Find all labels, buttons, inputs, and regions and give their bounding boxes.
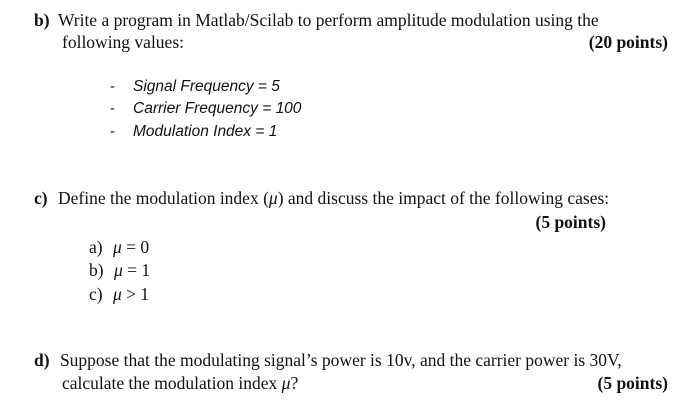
case-b-relation: = 1 xyxy=(127,260,151,280)
section-d-line-2 xyxy=(62,372,298,394)
case-c xyxy=(89,283,149,305)
case-c-relation: > 1 xyxy=(126,284,150,304)
section-b-line-1 xyxy=(34,9,599,31)
section-c-text-before: Define the modulation index ( xyxy=(57,188,269,208)
section-d-label: d) xyxy=(34,350,50,370)
section-b-item-signal-frequency: Signal Frequency = 5 xyxy=(133,78,280,95)
section-b-text-line-1: Write a program in Matlab/Scilab to perform amplitude modulation using the xyxy=(57,10,599,30)
section-b-item-modulation-index: Modulation Index = 1 xyxy=(133,123,278,140)
case-c-label: c) xyxy=(89,284,103,304)
section-b-points: (20 points) xyxy=(588,32,668,52)
section-c-points: (5 points) xyxy=(535,212,606,232)
case-a xyxy=(89,236,149,258)
case-b-label: b) xyxy=(89,260,104,280)
section-b-line-2 xyxy=(62,31,184,53)
section-b-label: b) xyxy=(34,10,50,30)
section-b-bullet-1: - xyxy=(110,78,115,95)
section-d-text-after: ? xyxy=(290,373,299,393)
section-d-text-before: calculate the modulation index xyxy=(62,373,282,393)
section-b-item-carrier-frequency: Carrier Frequency = 100 xyxy=(133,100,302,117)
section-c-text-after: ) and discuss the impact of the following cases: xyxy=(277,188,610,208)
section-d-mu-symbol: μ xyxy=(281,373,291,393)
section-c-mu-symbol: μ xyxy=(268,188,278,208)
section-d-text-line-1: Suppose that the modulating signal’s power is 10v, and the carrier power is 30V, xyxy=(59,350,622,370)
section-d-line-1 xyxy=(34,349,622,371)
case-b xyxy=(89,259,150,281)
section-b-bullet-2: - xyxy=(110,100,115,117)
section-d-points: (5 points) xyxy=(597,373,668,393)
section-b-bullet-3: - xyxy=(110,123,115,140)
case-a-relation: = 0 xyxy=(126,237,150,257)
section-b-text-line-2: following values: xyxy=(62,32,184,52)
section-c-line-1 xyxy=(34,187,609,209)
case-b-mu-symbol: μ xyxy=(113,260,123,280)
case-a-mu-symbol: μ xyxy=(112,237,122,257)
case-c-mu-symbol: μ xyxy=(112,284,122,304)
case-a-label: a) xyxy=(89,237,103,257)
section-c-label: c) xyxy=(34,188,48,208)
